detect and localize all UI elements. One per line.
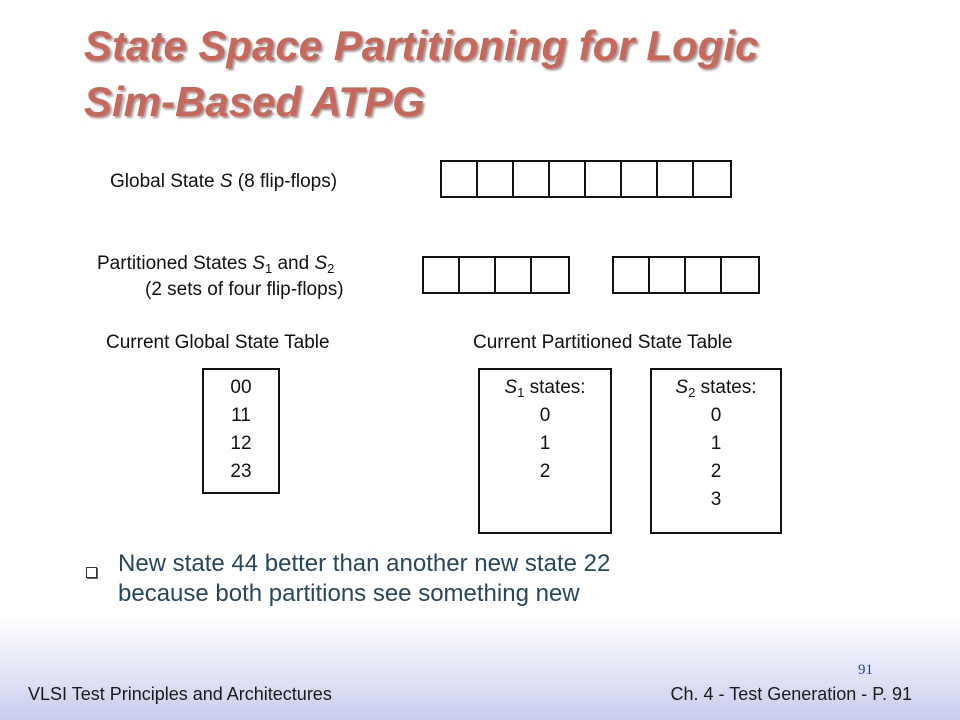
- table-cell: 0: [710, 405, 722, 426]
- flip-flop-cell: [722, 258, 758, 292]
- global-table-label: Current Global State Table: [106, 332, 330, 353]
- flip-flop-cell: [650, 258, 686, 292]
- table-cell: 12: [230, 433, 252, 454]
- flip-flop-cell: [424, 258, 460, 292]
- flip-flop-cell: [478, 162, 514, 196]
- s2-table-header: $S_2$ states:: [675, 377, 757, 400]
- flip-flop-cell: [694, 162, 730, 196]
- partitioned-table-label: Current Partitioned State Table: [473, 332, 733, 353]
- table-cell: 1: [710, 433, 722, 454]
- table-cell: 3: [710, 489, 722, 510]
- s1-register: [422, 256, 570, 294]
- flip-flop-cell: [460, 258, 496, 292]
- flip-flop-cell: [622, 162, 658, 196]
- global-state-label: Global State S (8 flip-flops): [110, 171, 338, 192]
- flip-flop-cell: [658, 162, 694, 196]
- slide-number: 91: [858, 662, 873, 678]
- flip-flop-cell: [496, 258, 532, 292]
- s2-states-table: [650, 368, 782, 534]
- footer-chapter-page: Ch. 4 - Test Generation - P. 91: [670, 684, 912, 704]
- flip-flop-cell: [586, 162, 622, 196]
- flip-flop-cell: [614, 258, 650, 292]
- table-cell: 2: [710, 461, 722, 482]
- s1-table-header: $S_1$ states:: [504, 377, 586, 400]
- table-cell: 11: [231, 405, 251, 426]
- flip-flop-cell: [442, 162, 478, 196]
- partitioned-states-sublabel: (2 sets of four flip-flops): [145, 279, 344, 300]
- table-cell: 00: [230, 377, 252, 398]
- slide-title-line2: Sim-Based ATPG: [84, 78, 425, 125]
- table-cell: 1: [539, 433, 551, 454]
- table-cell: 23: [230, 461, 252, 482]
- flip-flop-cell: [514, 162, 550, 196]
- flip-flop-cell: [686, 258, 722, 292]
- global-state-register: [440, 160, 732, 198]
- table-cell: 0: [539, 405, 551, 426]
- global-state-table: [202, 368, 280, 494]
- table-cell: 2: [539, 461, 551, 482]
- s1-states-table: [478, 368, 612, 534]
- slide-title-line1: State Space Partitioning for Logic: [84, 22, 759, 69]
- square-bullet-icon: [86, 567, 97, 578]
- bullet-text-line2: because both partitions see something new: [118, 580, 580, 607]
- bullet-text-line1: New state 44 better than another new state 22: [118, 550, 611, 577]
- slide-title: [84, 18, 904, 130]
- s2-register: [612, 256, 760, 294]
- flip-flop-cell: [550, 162, 586, 196]
- flip-flop-cell: [532, 258, 568, 292]
- global-state-symbol: S: [219, 171, 233, 192]
- partitioned-states-label: Partitioned States $S_1$ and $S_2$: [97, 253, 335, 276]
- bullet-text: [118, 549, 818, 609]
- footer-course-title: VLSI Test Principles and Architectures: [28, 684, 332, 704]
